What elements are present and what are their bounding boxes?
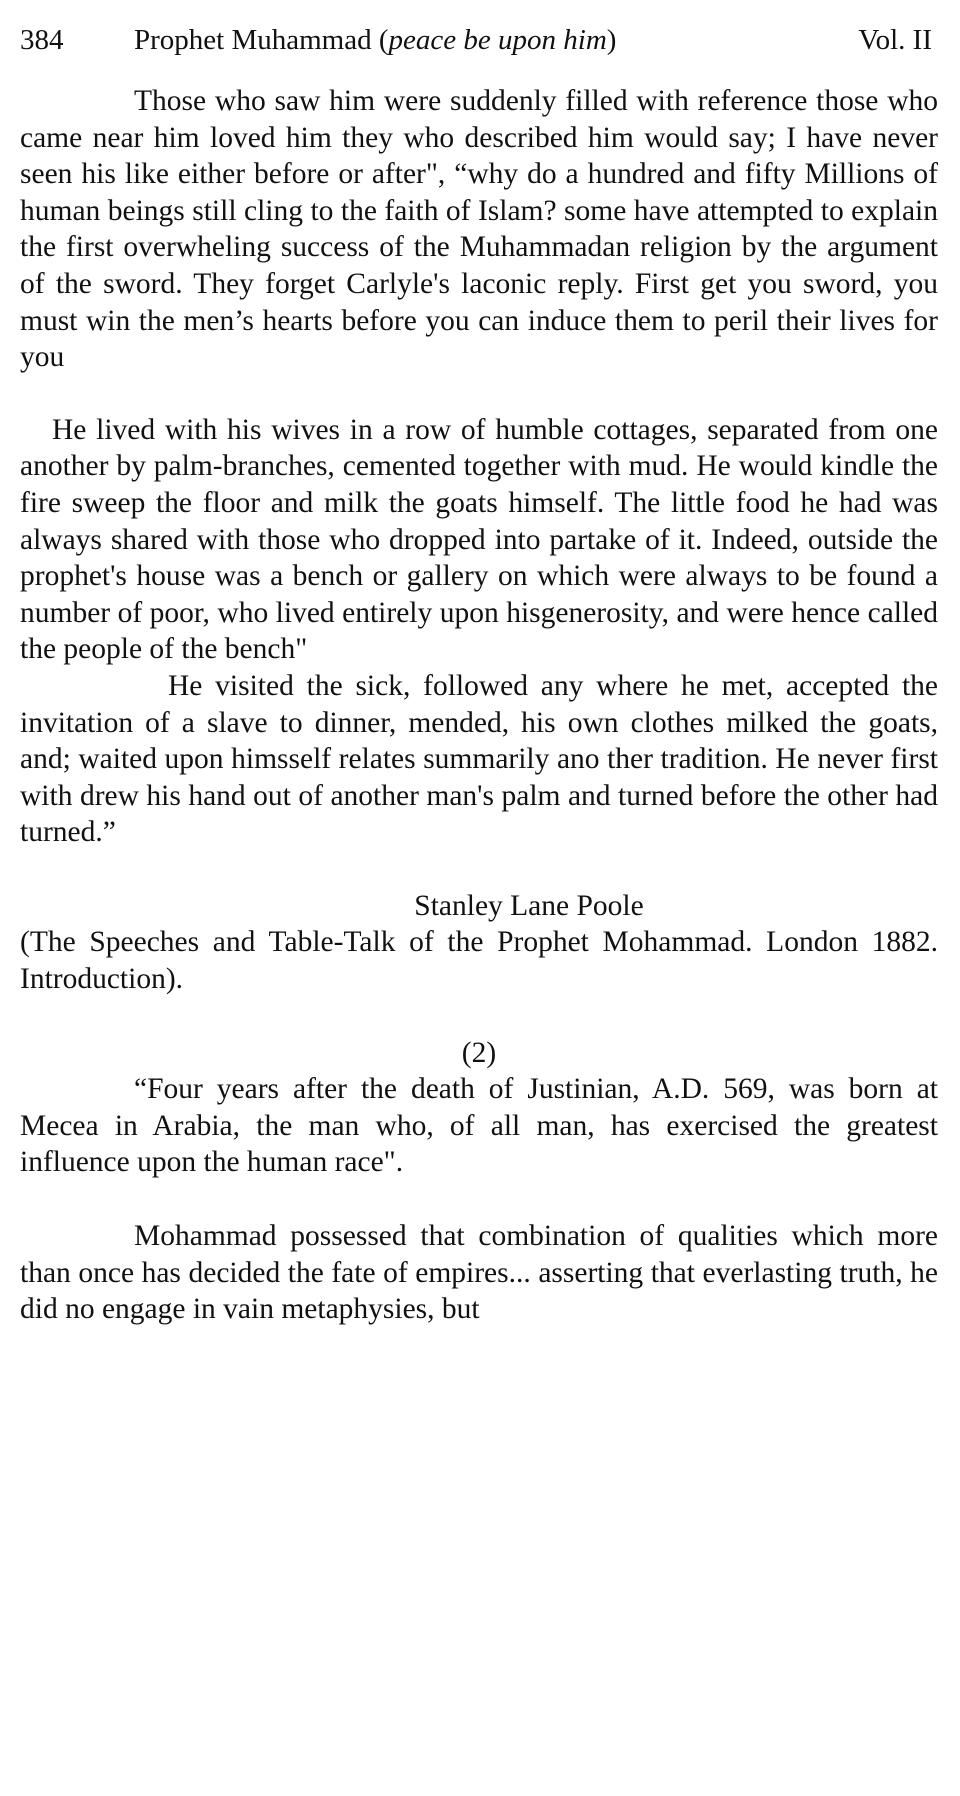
quote-citation: (The Speeches and Table-Talk of the Prophet Mohammad. London 1882. Introduction).: [20, 926, 938, 996]
running-title-italic: peace be upon him: [388, 24, 607, 56]
page-header: [20, 22, 938, 58]
paragraph-3: He visited the sick, followed any where he met, accepted the invitation of a slave to dinner, mended, his own clothes milked the goats, and; waited upon himsself relates summarily ano ther tradition. He never first with drew his hand out of another man's palm and turned before the other had turned.”: [20, 669, 938, 849]
running-title: [134, 22, 858, 58]
running-title-paren-open: (: [378, 24, 389, 56]
section-number: (2): [461, 1036, 497, 1069]
document-page: [20, 22, 938, 1328]
quote-author: Stanley Lane Poole: [414, 889, 644, 922]
paragraph-5: Mohammad possessed that combination of qualities which more than once has decided the fate of empires... asserting that everlasting truth, he did no engage in vain metaphysies, but: [20, 1220, 938, 1326]
paragraph-2: He lived with his wives in a row of humble cottages, separated from one another by palm-branches, cemented together with mud. He would kindle the fire sweep the floor and milk the goats himself. The little food he had was always shared with those who dropped into partake of it. Indeed, outside the prophet's house was a bench or gallery on which were always to be found a number of poor, who lived entirely upon hisgenerosity, and were hence called the people of the bench": [20, 413, 938, 666]
running-title-paren-close: ): [606, 24, 617, 56]
paragraph-4: “Four years after the death of Justinian, A.D. 569, was born at Mecea in Arabia, the man who, of all man, has exercised the greatest influence upon the human race".: [20, 1073, 938, 1179]
paragraph-1: Those who saw him were suddenly filled with reference those who came near him loved him they who described him would say; I have never seen his like either before or after", “why do a hundred and fifty Millions of human beings still cling to the faith of Islam? some have attempted to explain the first overwheling success of the Muhammadan religion by the argument of the sword. They forget Carlyle's laconic reply. First get you sword, you must win the men’s hearts before you can induce them to peril their lives for you: [20, 85, 938, 374]
volume-label: Vol. II: [858, 24, 932, 56]
page-number: 384: [20, 24, 64, 56]
running-title-main: Prophet Muhammad: [134, 24, 372, 56]
